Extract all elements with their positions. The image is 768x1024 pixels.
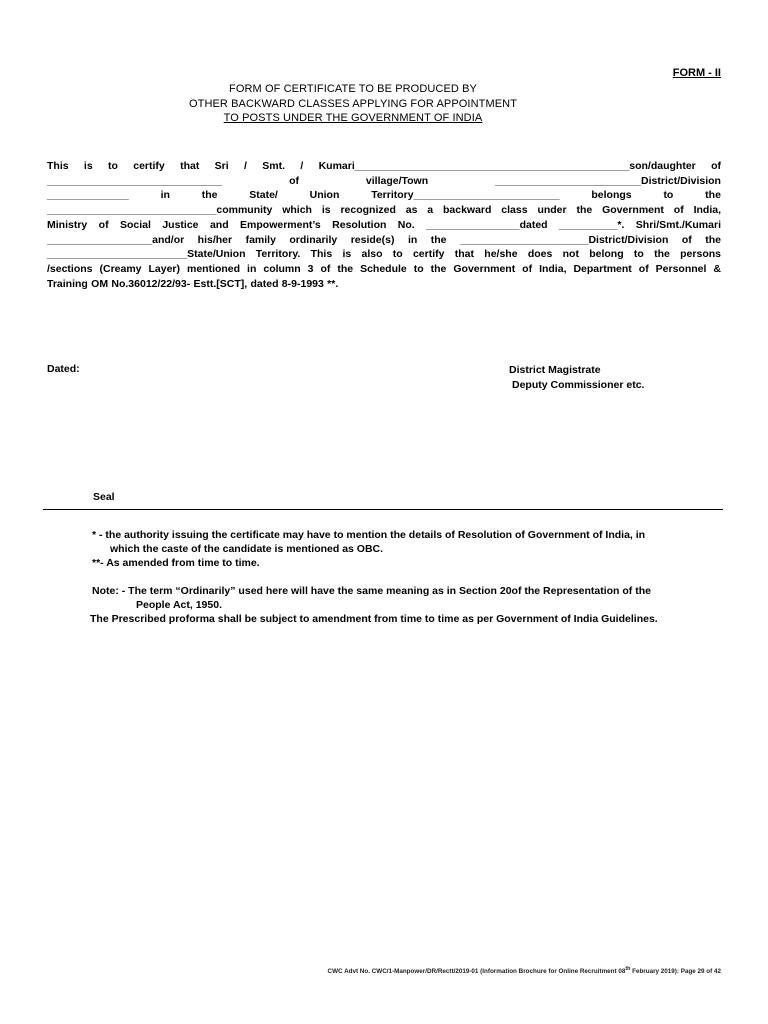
district-division-field: _________________________District/Division <box>495 174 721 187</box>
word-to: to <box>663 189 674 202</box>
body-line-4: _____________________________community which is recognized as a backward class under the Government of India, <box>47 204 721 217</box>
footnotes <box>92 528 712 626</box>
form-number: FORM - II <box>672 67 721 79</box>
heading-line-2: OTHER BACKWARD CLASSES APPLYING FOR APPOINTMENT <box>188 97 518 110</box>
footer-sup: th <box>625 966 631 972</box>
signatory-title-2: Deputy Commissioner etc. <box>512 378 645 391</box>
page-footer <box>328 966 721 975</box>
dated-label: Dated: <box>47 363 80 375</box>
footer-text-1: CWC Advt No. CWC/1-Manpower/DR/Rectt/2019-01 (Information Brochure for Online Recruitment 08 <box>327 968 626 976</box>
footnote-1: * - the authority issuing the certificate may have to mention the details of Resolution of Government of India, in <box>92 529 646 541</box>
body-line-9: Training OM No.36012/22/93- Estt.[SCT], dated 8-9-1993 **. <box>47 277 339 290</box>
body-line-6: __________________and/or his/her family ordinarily reside(s) in the ______________________District/Division of the <box>47 233 721 246</box>
seal-label: Seal <box>93 491 115 503</box>
body-line-1: This is to certify that Sri / Smt. / Kumari_______________________________________________son/daughter of <box>47 160 721 172</box>
heading-line-3: TO POSTS UNDER THE GOVERNMENT OF INDIA <box>223 112 483 124</box>
body-line-8: /sections (Creamy Layer) mentioned in column 3 of the Schedule to the Government of India, Department of Personnel & <box>47 262 721 275</box>
word-the-2: the <box>705 189 721 202</box>
word-of: of <box>289 174 300 187</box>
word-state: State/ <box>249 189 278 202</box>
divider-line <box>43 509 723 510</box>
body-line-5: Ministry of Social Justice and Empowerment’s Resolution No. ________________dated __________*. Shri/Smt./Kumari <box>47 218 721 231</box>
certificate-body <box>47 159 721 291</box>
note-ordinarily-continued: People Act, 1950. <box>136 599 222 611</box>
blank-name-field: ______________________________ <box>47 174 223 187</box>
heading-line-1: FORM OF CERTIFICATE TO BE PRODUCED BY <box>229 83 477 95</box>
body-line-3 <box>47 188 721 203</box>
word-village-town: village/Town <box>365 174 429 187</box>
word-in: in <box>160 189 170 202</box>
territory-field: Territory_________________________ <box>371 189 560 202</box>
note-proforma: The Prescribed proforma shall be subject to amendment from time to time as per Government of India Guidelines. <box>90 613 658 625</box>
footnote-1-continued: which the caste of the candidate is mentioned as OBC. <box>110 543 384 555</box>
body-line-7: ________________________State/Union Territory. This is also to certify that he/she does not belong to the persons <box>47 248 721 261</box>
signatory-block <box>509 363 644 392</box>
body-line-2 <box>47 174 721 189</box>
form-heading <box>0 82 706 126</box>
footer-text-2: February 2019): Page 29 of 42 <box>630 968 721 976</box>
signatory-title-1: District Magistrate <box>509 364 601 376</box>
footnote-2: **- As amended from time to time. <box>92 557 260 569</box>
blank-field: ______________ <box>47 189 129 202</box>
note-ordinarily: Note: - The term “Ordinarily” used here will have the same meaning as in Section 20of the Representation of the <box>92 585 651 597</box>
word-the: the <box>201 189 218 202</box>
word-belongs: belongs <box>591 189 632 202</box>
word-union: Union <box>309 189 340 202</box>
